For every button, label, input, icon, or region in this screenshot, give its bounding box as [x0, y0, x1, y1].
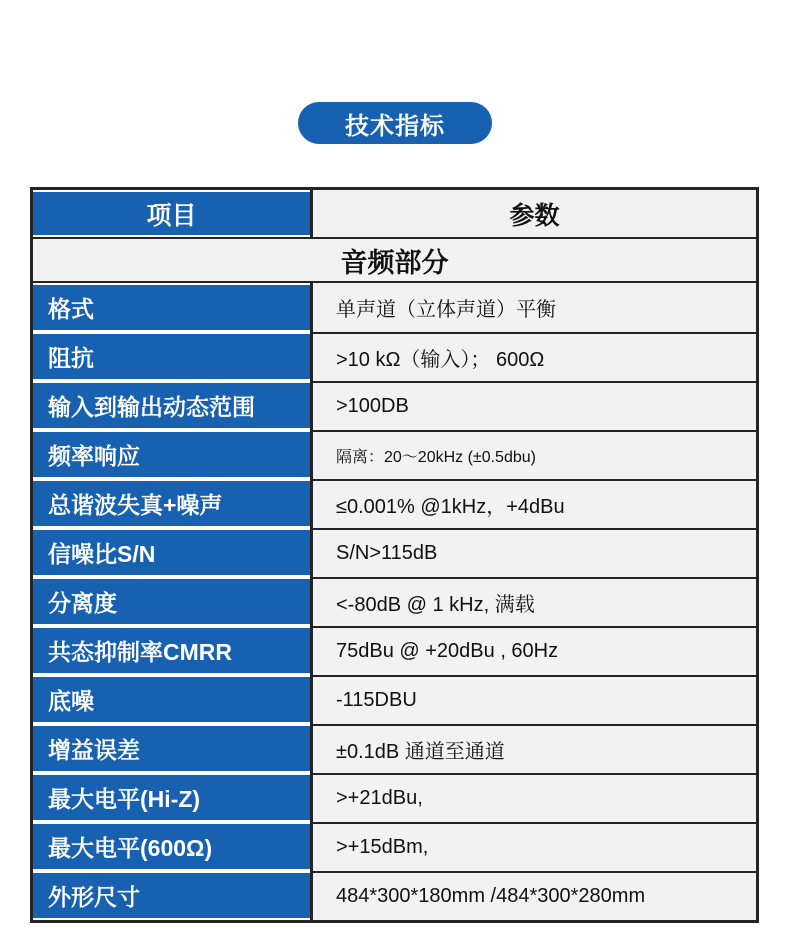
spec-value-cell: [310, 381, 756, 430]
spec-label-cell: [33, 528, 310, 577]
spec-value-cell: [310, 675, 756, 724]
spec-label-cell: [33, 773, 310, 822]
section-badge: [298, 102, 492, 144]
spec-value-cell: [310, 577, 756, 626]
spec-label-cell: [33, 724, 310, 773]
spec-value-cell: [310, 724, 756, 773]
spec-label: 增益误差: [48, 737, 140, 763]
spec-table: [30, 187, 759, 923]
spec-value: 484*300*180mm /484*300*280mm: [336, 885, 646, 907]
spec-label: 最大电平(Hi-Z): [48, 786, 201, 812]
spec-value: >10 kΩ（输入）； 600Ω: [336, 349, 545, 371]
spec-label-cell: [33, 577, 310, 626]
spec-value: ≤0.001% @1kHz，+4dBu: [336, 496, 565, 518]
spec-value: 单声道（立体声道）平衡: [336, 299, 556, 321]
spec-label: 信噪比S/N: [48, 541, 156, 567]
spec-value: 隔离：20～20kHz (±0.5dbu): [336, 449, 536, 466]
header-param-cell: [310, 190, 756, 237]
spec-value: <-80dB @ 1 kHz, 满载: [336, 594, 535, 616]
section-title: 音频部分: [340, 247, 449, 278]
spec-label-cell: [33, 626, 310, 675]
spec-label: 格式: [48, 296, 94, 322]
spec-label-cell: [33, 675, 310, 724]
spec-label: 频率响应: [48, 443, 140, 469]
spec-label: 输入到输出动态范围: [48, 394, 255, 420]
spec-value: >100DB: [336, 395, 409, 417]
spec-label-cell: [33, 871, 310, 920]
spec-label: 共态抑制率CMRR: [48, 639, 232, 665]
section-badge-label: 技术指标: [345, 112, 445, 140]
header-item-cell: [33, 190, 310, 237]
spec-value: ±0.1dB 通道至通道: [336, 741, 505, 763]
header-param-label: 参数: [509, 201, 560, 230]
spec-label: 最大电平(600Ω): [48, 835, 213, 861]
spec-value-cell: [310, 283, 756, 332]
spec-value: S/N>115dB: [336, 542, 438, 564]
spec-label-cell: [33, 283, 310, 332]
spec-value-cell: [310, 822, 756, 871]
spec-label: 底噪: [48, 688, 94, 714]
spec-label: 阻抗: [48, 345, 94, 371]
spec-value-cell: [310, 773, 756, 822]
spec-value: -115DBU: [336, 689, 417, 711]
spec-value-cell: [310, 430, 756, 479]
spec-label-cell: [33, 430, 310, 479]
spec-label-cell: [33, 822, 310, 871]
spec-label-cell: [33, 332, 310, 381]
spec-value: >+21dBu,: [336, 787, 423, 809]
section-row: [33, 237, 756, 283]
spec-label: 外形尺寸: [48, 884, 140, 910]
spec-label-cell: [33, 479, 310, 528]
header-item-label: 项目: [146, 201, 197, 230]
spec-value-cell: [310, 479, 756, 528]
spec-label: 分离度: [48, 590, 117, 616]
spec-value-cell: [310, 528, 756, 577]
spec-label: 总谐波失真+噪声: [48, 492, 223, 518]
spec-value-cell: [310, 871, 756, 920]
spec-value: >+15dBm,: [336, 836, 429, 858]
spec-value-cell: [310, 626, 756, 675]
spec-value-cell: [310, 332, 756, 381]
spec-label-cell: [33, 381, 310, 430]
spec-value: 75dBu @ +20dBu , 60Hz: [336, 640, 559, 662]
